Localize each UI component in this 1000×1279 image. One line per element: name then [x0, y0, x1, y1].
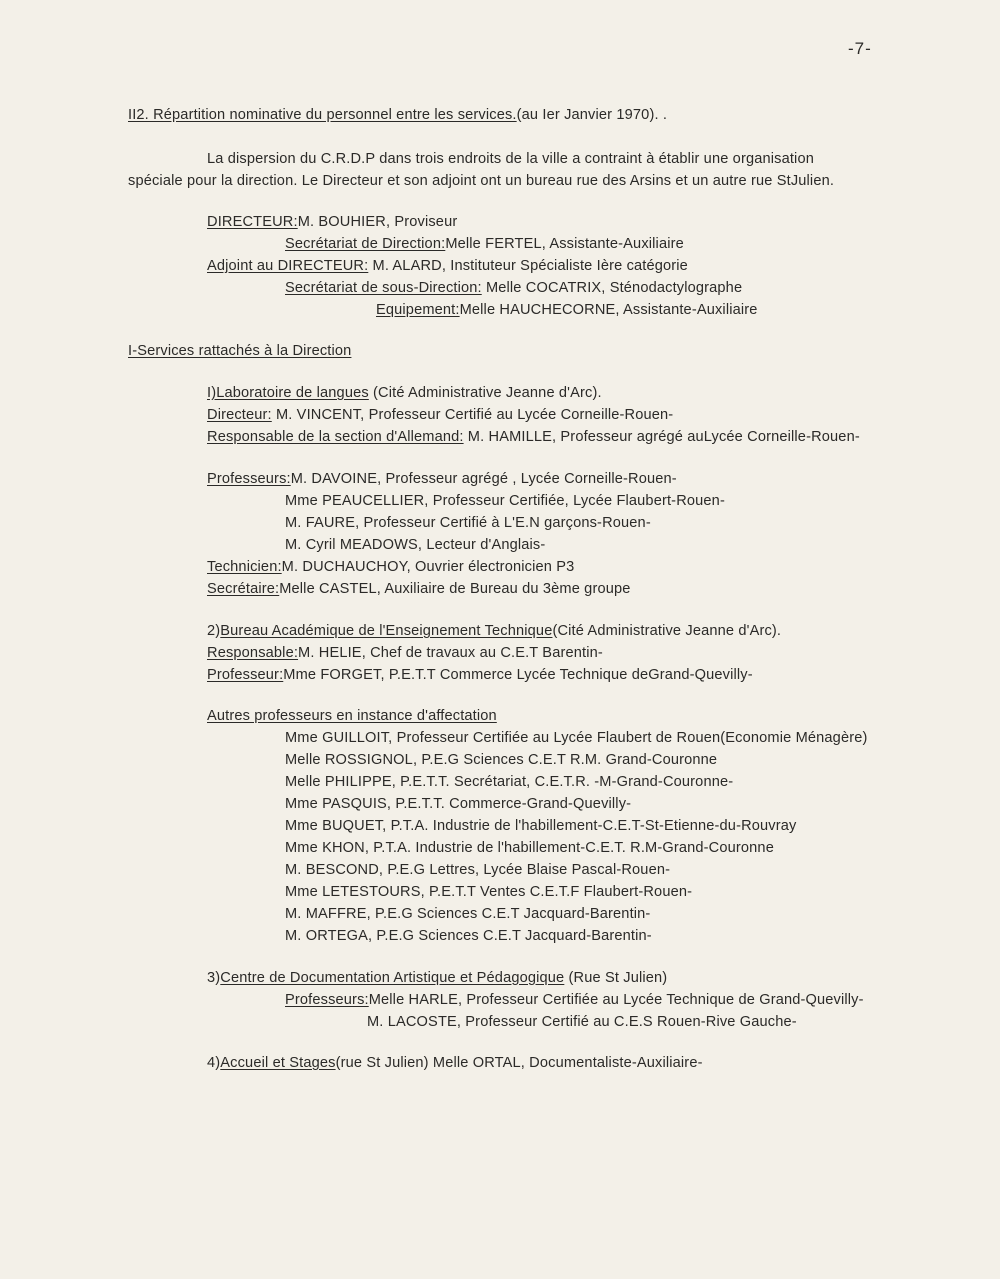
- technicien-label: Technicien:: [207, 559, 282, 575]
- autres-item: M. MAFFRE, P.E.G Sciences C.E.T Jacquard-Barentin-: [285, 906, 651, 922]
- autres-item: Melle PHILIPPE, P.E.T.T. Secrétariat, C.E.T.R. -M-Grand-Couronne-: [285, 774, 734, 790]
- equipement-label: Equipement:: [376, 302, 460, 318]
- bureau-heading-prefix: 2): [207, 623, 221, 639]
- laboratoire-professeur-item: M. DAVOINE, Professeur agrégé , Lycée Corneille-Rouen-: [290, 471, 677, 487]
- adjoint-line: [207, 257, 688, 275]
- bureau-professeur-line: [207, 666, 753, 684]
- centre-heading-label: Centre de Documentation Artistique et Pédagogique: [220, 970, 565, 986]
- sous-direction-label: Secrétariat de sous-Direction:: [285, 280, 482, 296]
- directeur-label: DIRECTEUR:: [207, 214, 298, 230]
- centre-professeurs-label: Professeurs:: [285, 992, 369, 1008]
- autres-item: Mme LETESTOURS, P.E.T.T Ventes C.E.T.F Flaubert-Rouen-: [285, 884, 693, 900]
- bureau-heading: [207, 622, 781, 640]
- allemand-label: Responsable de la section d'Allemand:: [207, 429, 464, 445]
- laboratoire-professeurs-line: [207, 470, 677, 488]
- intro-line-1: La dispersion du C.R.D.P dans trois endroits de la ville a contraint à établir une organisation: [207, 151, 814, 167]
- autres-item: Melle ROSSIGNOL, P.E.G Sciences C.E.T R.M. Grand-Couronne: [285, 752, 718, 768]
- laboratoire-directeur-label: Directeur:: [207, 407, 272, 423]
- section-title: [128, 106, 667, 124]
- section-title-text: II2. Répartition nominative du personnel entre les services.: [128, 107, 517, 123]
- laboratoire-heading-value: (Cité Administrative Jeanne d'Arc).: [368, 385, 602, 401]
- equipement-value: Melle HAUCHECORNE, Assistante-Auxiliaire: [459, 302, 758, 318]
- allemand-line: [207, 428, 860, 446]
- secretaire-value: Melle CASTEL, Auxiliaire de Bureau du 3ème groupe: [279, 581, 631, 597]
- centre-professeur-2: M. LACOSTE, Professeur Certifié au C.E.S Rouen-Rive Gauche-: [367, 1014, 797, 1030]
- centre-professeurs-line: [285, 991, 864, 1009]
- directeur-value: M. BOUHIER, Proviseur: [297, 214, 458, 230]
- technicien-value: M. DUCHAUCHOY, Ouvrier électronicien P3: [281, 559, 575, 575]
- secretariat-direction-label: Secrétariat de Direction:: [285, 236, 446, 252]
- secretaire-label: Secrétaire:: [207, 581, 280, 597]
- laboratoire-professeur-item: Mme PEAUCELLIER, Professeur Certifiée, Lycée Flaubert-Rouen-: [285, 493, 725, 509]
- bureau-professeur-value: Mme FORGET, P.E.T.T Commerce Lycée Technique deGrand-Quevilly-: [283, 667, 753, 683]
- autres-item: M. BESCOND, P.E.G Lettres, Lycée Blaise Pascal-Rouen-: [285, 862, 671, 878]
- adjoint-label: Adjoint au DIRECTEUR:: [207, 258, 369, 274]
- bureau-responsable-line: [207, 644, 603, 662]
- centre-heading-prefix: 3): [207, 970, 221, 986]
- bureau-responsable-value: M. HELIE, Chef de travaux au C.E.T Barentin-: [298, 645, 603, 661]
- bureau-heading-value: (Cité Administrative Jeanne d'Arc).: [552, 623, 782, 639]
- equipement-line: [376, 301, 758, 319]
- autres-item: Mme KHON, P.T.A. Industrie de l'habillement-C.E.T. R.M-Grand-Couronne: [285, 840, 774, 856]
- accueil-heading-value: (rue St Julien) Melle ORTAL, Documentaliste-Auxiliaire-: [335, 1055, 703, 1071]
- technicien-line: [207, 558, 574, 576]
- bureau-professeur-label: Professeur:: [207, 667, 284, 683]
- autres-item: M. ORTEGA, P.E.G Sciences C.E.T Jacquard-Barentin-: [285, 928, 652, 944]
- autres-item: Mme BUQUET, P.T.A. Industrie de l'habillement-C.E.T-St-Etienne-du-Rouvray: [285, 818, 797, 834]
- services-heading: I-Services rattachés à la Direction: [128, 343, 352, 359]
- autres-item: Mme GUILLOIT, Professeur Certifiée au Lycée Flaubert de Rouen(Economie Ménagère): [285, 730, 868, 746]
- centre-professeurs-value: Melle HARLE, Professeur Certifiée au Lycée Technique de Grand-Quevilly-: [368, 992, 864, 1008]
- directeur-line: [207, 213, 457, 231]
- laboratoire-professeur-item: M. Cyril MEADOWS, Lecteur d'Anglais-: [285, 537, 546, 553]
- intro-line-2: spéciale pour la direction. Le Directeur et son adjoint ont un bureau rue des Arsins et un autre rue StJulien.: [128, 173, 835, 189]
- laboratoire-heading-label: I)Laboratoire de langues: [207, 385, 369, 401]
- laboratoire-directeur-value: M. VINCENT, Professeur Certifié au Lycée Corneille-Rouen-: [271, 407, 674, 423]
- secretariat-direction-line: [285, 235, 684, 253]
- centre-heading: [207, 969, 667, 987]
- secretaire-line: [207, 580, 631, 598]
- accueil-heading-label: Accueil et Stages: [220, 1055, 336, 1071]
- page-number: -7-: [848, 39, 872, 58]
- section-title-date: (au Ier Janvier 1970). .: [516, 107, 668, 123]
- secretariat-direction-value: Melle FERTEL, Assistante-Auxiliaire: [445, 236, 684, 252]
- bureau-responsable-label: Responsable:: [207, 645, 299, 661]
- sous-direction-value: Melle COCATRIX, Sténodactylographe: [481, 280, 743, 296]
- laboratoire-professeurs-label: Professeurs:: [207, 471, 291, 487]
- laboratoire-directeur-line: [207, 406, 673, 424]
- centre-heading-value: (Rue St Julien): [564, 970, 668, 986]
- laboratoire-heading: [207, 384, 602, 402]
- autres-heading: Autres professeurs en instance d'affectation: [207, 708, 497, 724]
- accueil-heading-prefix: 4): [207, 1055, 221, 1071]
- allemand-value: M. HAMILLE, Professeur agrégé auLycée Corneille-Rouen-: [463, 429, 860, 445]
- sous-direction-line: [285, 279, 742, 297]
- laboratoire-professeur-item: M. FAURE, Professeur Certifié à L'E.N garçons-Rouen-: [285, 515, 651, 531]
- autres-item: Mme PASQUIS, P.E.T.T. Commerce-Grand-Quevilly-: [285, 796, 632, 812]
- bureau-heading-label: Bureau Académique de l'Enseignement Technique: [220, 623, 553, 639]
- accueil-heading: [207, 1054, 703, 1072]
- adjoint-value: M. ALARD, Instituteur Spécialiste Ière catégorie: [368, 258, 688, 274]
